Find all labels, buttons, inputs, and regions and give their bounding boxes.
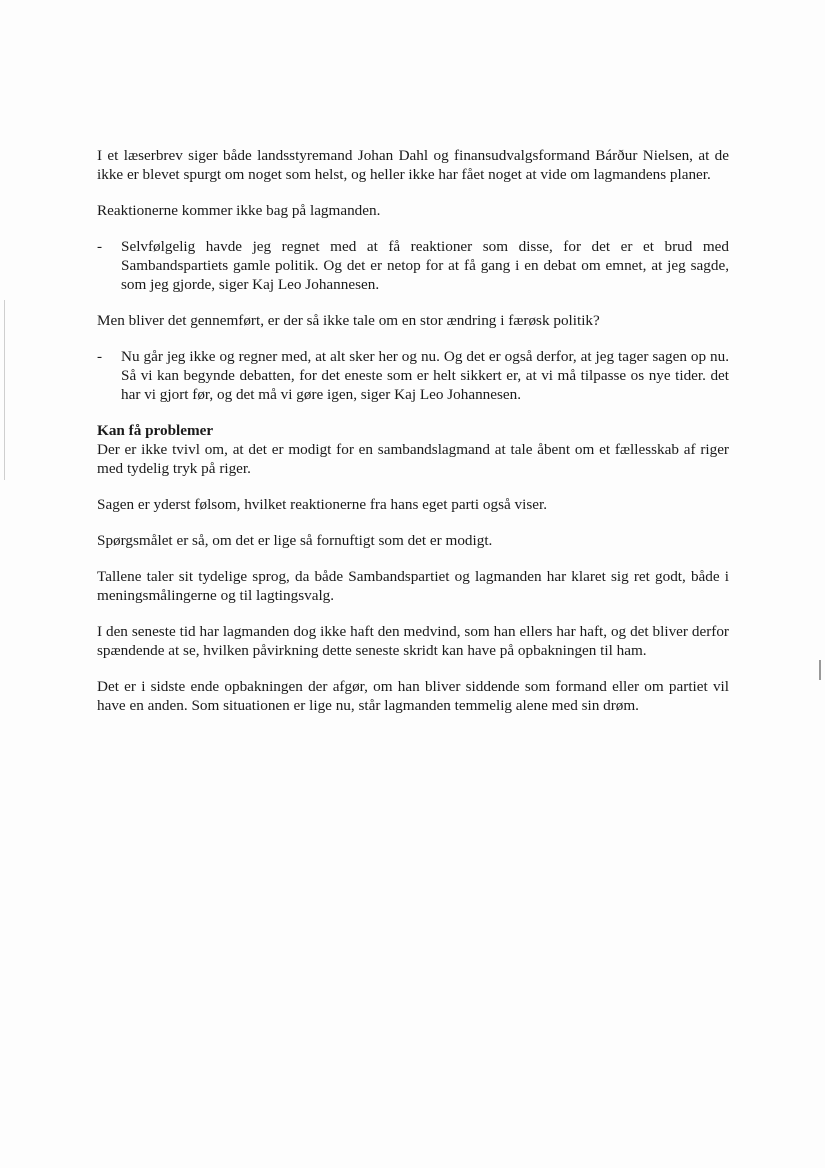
dash-marker: - — [97, 348, 103, 365]
paragraph-sensible: Spørgsmålet er så, om det er lige så fornuftigt som det er modigt. — [97, 532, 493, 549]
paragraph-reactions: Reaktionerne kommer ikke bag på lagmanden. — [97, 202, 381, 219]
article-body — [97, 146, 729, 732]
paragraph-question: Men bliver det gennemført, er der så ikke tale om en stor ændring i færøsk politik? — [97, 312, 600, 329]
paragraph-numbers: Tallene taler sit tydelige sprog, da både Sambandspartiet og lagmanden har klaret sig ret godt, både i meningsmålingerne og til lagtingsvalg. — [97, 568, 729, 604]
scan-edge-mark-left — [4, 300, 5, 480]
dash-marker: - — [97, 238, 103, 255]
paragraph-letter-to-editor: I et læserbrev siger både landsstyremand Johan Dahl og finansudvalgsformand Bárður Nielsen, at de ikke er blevet spurgt om noget som helst, og heller ikke har fået noget at vide om lagmandens planer. — [97, 147, 729, 183]
paragraph-sensitive: Sagen er yderst følsom, hvilket reaktionerne fra hans eget parti også viser. — [97, 496, 547, 513]
quote-item-2 — [97, 347, 729, 404]
section-heading: Kan få problemer — [97, 422, 214, 439]
quote-text-1: Selvfølgelig havde jeg regnet med at få reaktioner som disse, for det er et brud med Sambandspartiets gamle politik. Og det er netop for at få gang i en debat om emnet, at jeg sagde, som jeg gjorde, siger Kaj Leo Johannesen. — [121, 238, 729, 293]
paragraph-tailwind: I den seneste tid har lagmanden dog ikke haft den medvind, som han ellers har haft, og det bliver derfor spændende at se, hvilken påvirkning dette seneste skridt kan have på opbakningen til ham. — [97, 623, 729, 659]
scan-edge-mark-right — [819, 660, 821, 680]
paragraph-support: Det er i sidste ende opbakningen der afgør, om han bliver siddende som formand eller om partiet vil have en anden. Som situationen er lige nu, står lagmanden temmelig alene med sin drøm. — [97, 678, 729, 714]
quote-item-1 — [97, 237, 729, 294]
paragraph-courage: Der er ikke tvivl om, at det er modigt for en sambandslagmand at tale åbent om et fællesskab af riger med tydelig tryk på riger. — [97, 441, 729, 477]
quote-text-2: Nu går jeg ikke og regner med, at alt sker her og nu. Og det er også derfor, at jeg tager sagen op nu. Så vi kan begynde debatten, for det eneste som er helt sikkert er, at vi må tilpasse os nye tider. det har vi gjort før, og det må vi gøre igen, siger Kaj Leo Johannesen. — [121, 348, 729, 403]
